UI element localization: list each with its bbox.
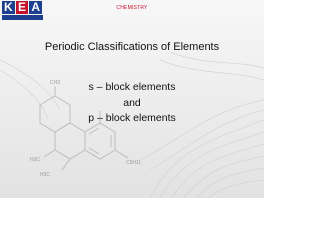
logo-letter-e: E	[16, 1, 29, 14]
body-line-s-block: s – block elements	[88, 81, 176, 93]
molecule-label-ch3: CH3	[50, 80, 61, 86]
subject-header: CHEMISTRY	[116, 5, 148, 11]
molecule-label-h3c-upper: H3C	[30, 157, 41, 163]
slide-title: Periodic Classifications of Elements	[44, 41, 220, 53]
logo-strip	[2, 15, 43, 20]
molecule-label-h3c-lower: H3C	[40, 172, 51, 178]
logo-letter-a: A	[31, 0, 41, 14]
molecule-label-c5h11: C5H11	[126, 160, 142, 166]
body-line-and: and	[123, 97, 141, 109]
body-line-p-block: p – block elements	[88, 112, 176, 124]
logo-letter-k: K	[4, 0, 13, 14]
